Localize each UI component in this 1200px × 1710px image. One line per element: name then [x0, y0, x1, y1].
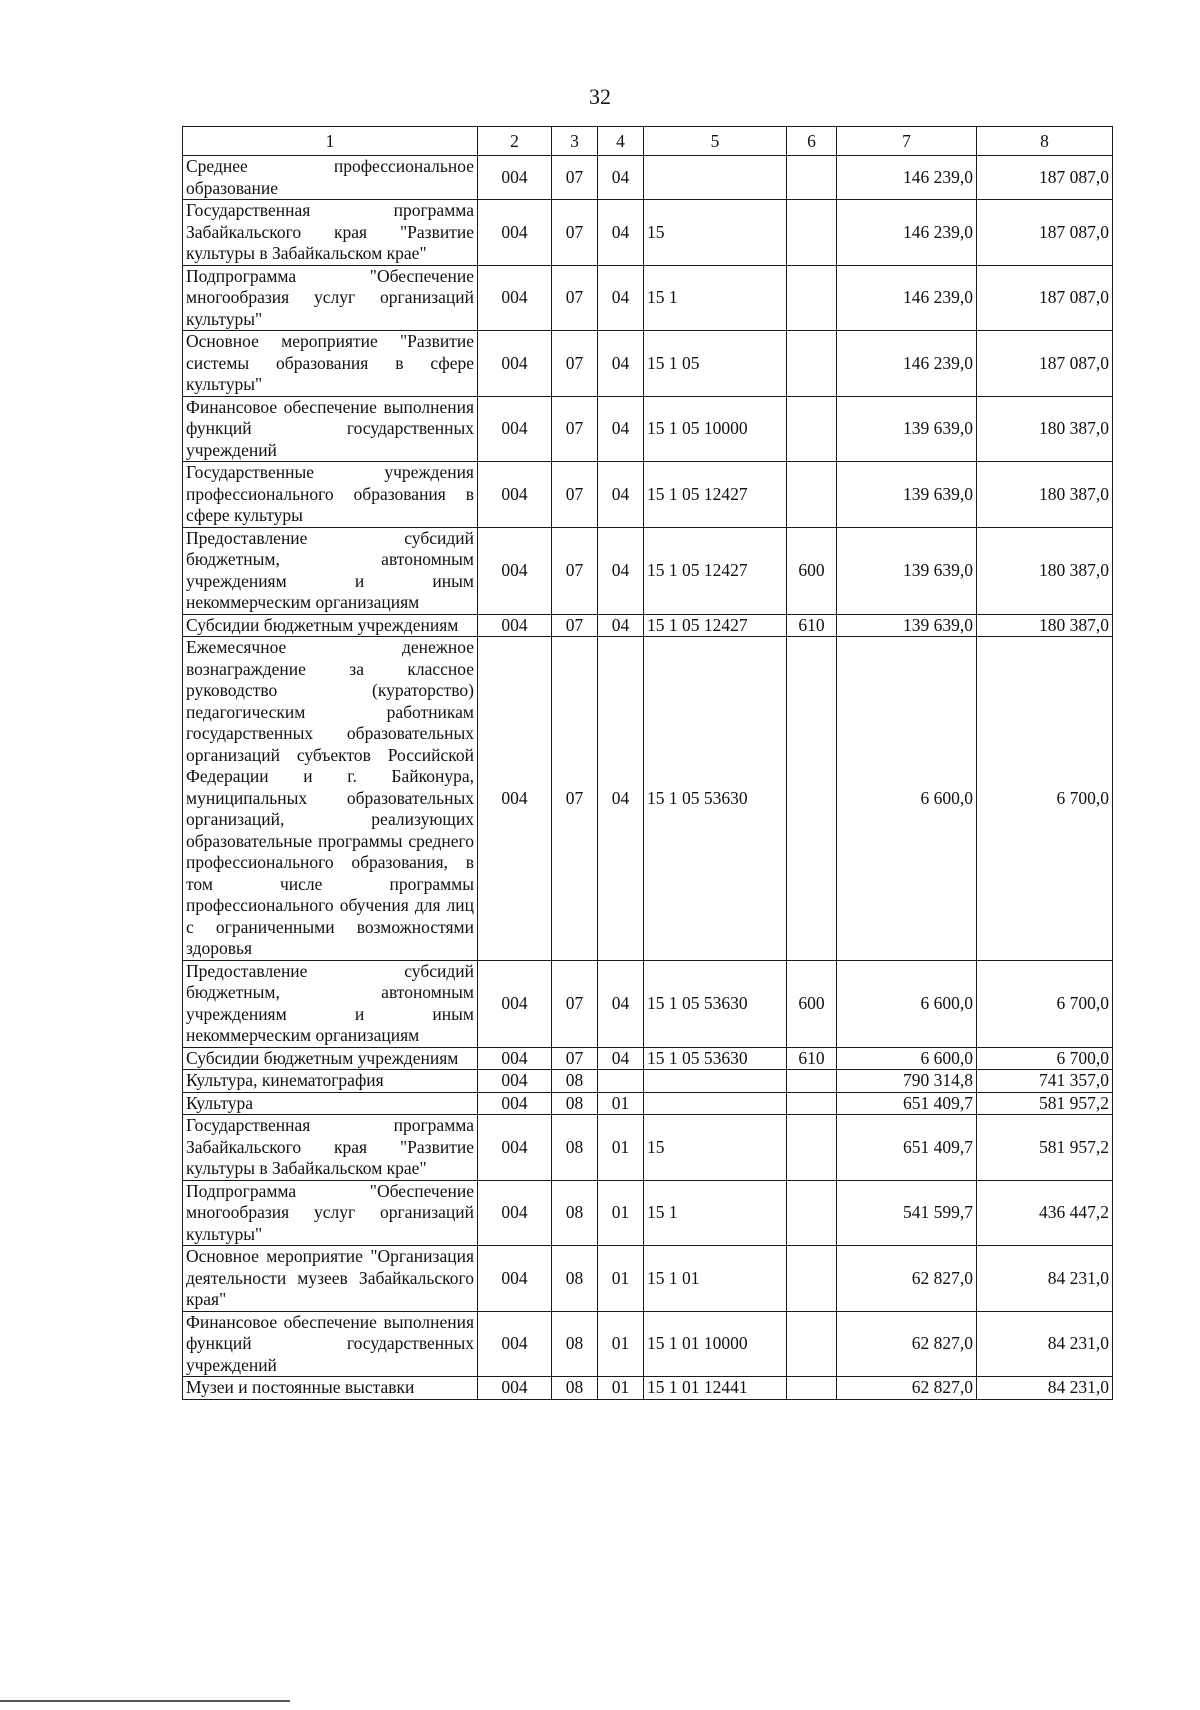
row-name-cell: Государственная программа Забайкальского края "Развитие культуры в Забайкальском крае": [183, 200, 478, 266]
row-name-cell: Ежемесячное денежное вознаграждение за классное руководство (кураторство) педагогическим работникам государственных образовательных организаций субъектов Российской Федерации и г. Байконура, муниципальных образовательных организаций, реализующих образовательные программы среднего профессионального образования, в том числе программы профессионального обучения для лиц с ограниченными возможностями здоровья: [183, 637, 478, 961]
expense-type-cell: [787, 156, 837, 200]
target-article-cell: 15 1 05 10000: [644, 396, 787, 462]
expense-type-cell: [787, 1377, 837, 1400]
amount-year2-cell: 187 087,0: [977, 265, 1113, 331]
expense-type-cell: [787, 396, 837, 462]
expense-type-cell: [787, 462, 837, 528]
amount-year2-cell: 180 387,0: [977, 396, 1113, 462]
target-article-cell: 15 1 05 12427: [644, 462, 787, 528]
amount-year1-cell: 6 600,0: [837, 637, 977, 961]
subsection-cell: 01: [598, 1246, 644, 1312]
subsection-cell: 01: [598, 1180, 644, 1246]
target-article-cell: 15 1 01 10000: [644, 1311, 787, 1377]
section-cell: 07: [552, 200, 598, 266]
expense-type-cell: [787, 1115, 837, 1181]
table-row: [183, 1246, 1113, 1312]
subsection-cell: 04: [598, 331, 644, 397]
subsection-cell: 01: [598, 1377, 644, 1400]
row-name-cell: Подпрограмма "Обеспечение многообразия услуг организаций культуры": [183, 265, 478, 331]
column-header: 1: [183, 127, 478, 156]
row-name-cell: Основное мероприятие "Организация деятельности музеев Забайкальского края": [183, 1246, 478, 1312]
amount-year1-cell: 6 600,0: [837, 1047, 977, 1070]
admin-code-cell: 004: [478, 960, 552, 1047]
admin-code-cell: 004: [478, 200, 552, 266]
amount-year2-cell: 180 387,0: [977, 614, 1113, 637]
amount-year1-cell: 62 827,0: [837, 1311, 977, 1377]
target-article-cell: 15 1 05 53630: [644, 960, 787, 1047]
amount-year2-cell: 180 387,0: [977, 462, 1113, 528]
expense-type-cell: 600: [787, 527, 837, 614]
admin-code-cell: 004: [478, 1180, 552, 1246]
column-header: 7: [837, 127, 977, 156]
admin-code-cell: 004: [478, 1092, 552, 1115]
amount-year1-cell: 139 639,0: [837, 614, 977, 637]
amount-year1-cell: 651 409,7: [837, 1115, 977, 1181]
amount-year2-cell: 187 087,0: [977, 331, 1113, 397]
row-name-cell: Предоставление субсидий бюджетным, автономным учреждениям и иным некоммерческим организациям: [183, 527, 478, 614]
admin-code-cell: 004: [478, 1246, 552, 1312]
table-row: [183, 527, 1113, 614]
subsection-cell: 04: [598, 527, 644, 614]
target-article-cell: 15 1 05: [644, 331, 787, 397]
section-cell: 08: [552, 1311, 598, 1377]
amount-year2-cell: 84 231,0: [977, 1377, 1113, 1400]
target-article-cell: 15 1 01 12441: [644, 1377, 787, 1400]
column-header: 2: [478, 127, 552, 156]
admin-code-cell: 004: [478, 1047, 552, 1070]
row-name-cell: Субсидии бюджетным учреждениям: [183, 614, 478, 637]
expense-type-cell: [787, 331, 837, 397]
table-row: [183, 1115, 1113, 1181]
table-row: [183, 1377, 1113, 1400]
section-cell: 08: [552, 1092, 598, 1115]
admin-code-cell: 004: [478, 1070, 552, 1093]
section-cell: 08: [552, 1115, 598, 1181]
subsection-cell: 04: [598, 462, 644, 528]
amount-year2-cell: 741 357,0: [977, 1070, 1113, 1093]
amount-year1-cell: 541 599,7: [837, 1180, 977, 1246]
admin-code-cell: 004: [478, 156, 552, 200]
section-cell: 07: [552, 637, 598, 961]
row-name-cell: Основное мероприятие "Развитие системы образования в сфере культуры": [183, 331, 478, 397]
amount-year1-cell: 146 239,0: [837, 156, 977, 200]
section-cell: 07: [552, 396, 598, 462]
column-header: 4: [598, 127, 644, 156]
row-name-cell: Финансовое обеспечение выполнения функций государственных учреждений: [183, 1311, 478, 1377]
amount-year1-cell: 790 314,8: [837, 1070, 977, 1093]
amount-year1-cell: 146 239,0: [837, 265, 977, 331]
expense-type-cell: 610: [787, 1047, 837, 1070]
table-row: [183, 1311, 1113, 1377]
admin-code-cell: 004: [478, 1377, 552, 1400]
target-article-cell: 15 1: [644, 1180, 787, 1246]
expense-type-cell: [787, 265, 837, 331]
table-row: [183, 200, 1113, 266]
table-row: [183, 614, 1113, 637]
subsection-cell: [598, 1070, 644, 1093]
table-row: [183, 1092, 1113, 1115]
subsection-cell: 01: [598, 1115, 644, 1181]
row-name-cell: Культура, кинематография: [183, 1070, 478, 1093]
section-cell: 07: [552, 462, 598, 528]
expense-type-cell: [787, 1246, 837, 1312]
target-article-cell: 15 1 05 53630: [644, 1047, 787, 1070]
amount-year2-cell: 436 447,2: [977, 1180, 1113, 1246]
subsection-cell: 04: [598, 614, 644, 637]
amount-year1-cell: 146 239,0: [837, 200, 977, 266]
amount-year2-cell: 84 231,0: [977, 1246, 1113, 1312]
target-article-cell: 15 1 05 12427: [644, 527, 787, 614]
row-name-cell: Субсидии бюджетным учреждениям: [183, 1047, 478, 1070]
subsection-cell: 04: [598, 960, 644, 1047]
target-article-cell: [644, 1070, 787, 1093]
row-name-cell: Финансовое обеспечение выполнения функций государственных учреждений: [183, 396, 478, 462]
admin-code-cell: 004: [478, 396, 552, 462]
admin-code-cell: 004: [478, 1311, 552, 1377]
amount-year1-cell: 139 639,0: [837, 462, 977, 528]
row-name-cell: Культура: [183, 1092, 478, 1115]
table-row: [183, 1047, 1113, 1070]
row-name-cell: Музеи и постоянные выставки: [183, 1377, 478, 1400]
amount-year2-cell: 6 700,0: [977, 637, 1113, 961]
expense-type-cell: [787, 1092, 837, 1115]
table-row: [183, 1180, 1113, 1246]
amount-year1-cell: 62 827,0: [837, 1377, 977, 1400]
amount-year1-cell: 139 639,0: [837, 527, 977, 614]
amount-year1-cell: 139 639,0: [837, 396, 977, 462]
section-cell: 07: [552, 960, 598, 1047]
expense-type-cell: [787, 637, 837, 961]
section-cell: 07: [552, 1047, 598, 1070]
table-row: [183, 396, 1113, 462]
target-article-cell: 15 1: [644, 265, 787, 331]
table-row: [183, 637, 1113, 961]
expense-type-cell: 600: [787, 960, 837, 1047]
target-article-cell: 15 1 05 12427: [644, 614, 787, 637]
admin-code-cell: 004: [478, 527, 552, 614]
expense-type-cell: [787, 1311, 837, 1377]
admin-code-cell: 004: [478, 614, 552, 637]
column-header: 6: [787, 127, 837, 156]
amount-year2-cell: 6 700,0: [977, 1047, 1113, 1070]
amount-year2-cell: 581 957,2: [977, 1115, 1113, 1181]
row-name-cell: Государственная программа Забайкальского края "Развитие культуры в Забайкальском крае": [183, 1115, 478, 1181]
amount-year2-cell: 187 087,0: [977, 156, 1113, 200]
table-row: [183, 960, 1113, 1047]
section-cell: 07: [552, 265, 598, 331]
table-row: [183, 1070, 1113, 1093]
section-cell: 08: [552, 1070, 598, 1093]
section-cell: 07: [552, 527, 598, 614]
amount-year1-cell: 62 827,0: [837, 1246, 977, 1312]
admin-code-cell: 004: [478, 265, 552, 331]
target-article-cell: [644, 156, 787, 200]
page-number: 32: [589, 84, 611, 109]
section-cell: 08: [552, 1180, 598, 1246]
column-header: 5: [644, 127, 787, 156]
target-article-cell: [644, 1092, 787, 1115]
amount-year2-cell: 180 387,0: [977, 527, 1113, 614]
section-cell: 07: [552, 331, 598, 397]
budget-table: [182, 126, 1113, 1400]
column-header: 3: [552, 127, 598, 156]
section-cell: 08: [552, 1377, 598, 1400]
row-name-cell: Государственные учреждения профессионального образования в сфере культуры: [183, 462, 478, 528]
subsection-cell: 04: [598, 200, 644, 266]
target-article-cell: 15 1 01: [644, 1246, 787, 1312]
admin-code-cell: 004: [478, 637, 552, 961]
subsection-cell: 04: [598, 637, 644, 961]
admin-code-cell: 004: [478, 1115, 552, 1181]
section-cell: 08: [552, 1246, 598, 1312]
amount-year1-cell: 651 409,7: [837, 1092, 977, 1115]
column-header: 8: [977, 127, 1113, 156]
admin-code-cell: 004: [478, 331, 552, 397]
subsection-cell: 04: [598, 156, 644, 200]
amount-year2-cell: 6 700,0: [977, 960, 1113, 1047]
expense-type-cell: [787, 1180, 837, 1246]
table-header-row: [183, 127, 1113, 156]
expense-type-cell: 610: [787, 614, 837, 637]
expense-type-cell: [787, 200, 837, 266]
scan-edge-line: [0, 1700, 290, 1702]
row-name-cell: Предоставление субсидий бюджетным, автономным учреждениям и иным некоммерческим организациям: [183, 960, 478, 1047]
target-article-cell: 15: [644, 1115, 787, 1181]
admin-code-cell: 004: [478, 462, 552, 528]
amount-year2-cell: 581 957,2: [977, 1092, 1113, 1115]
amount-year1-cell: 146 239,0: [837, 331, 977, 397]
row-name-cell: Подпрограмма "Обеспечение многообразия услуг организаций культуры": [183, 1180, 478, 1246]
amount-year2-cell: 187 087,0: [977, 200, 1113, 266]
subsection-cell: 04: [598, 1047, 644, 1070]
table-row: [183, 265, 1113, 331]
expense-type-cell: [787, 1070, 837, 1093]
amount-year2-cell: 84 231,0: [977, 1311, 1113, 1377]
subsection-cell: 01: [598, 1311, 644, 1377]
target-article-cell: 15 1 05 53630: [644, 637, 787, 961]
subsection-cell: 04: [598, 265, 644, 331]
table-body: [183, 156, 1113, 1400]
row-name-cell: Среднее профессиональное образование: [183, 156, 478, 200]
table-row: [183, 462, 1113, 528]
table-row: [183, 331, 1113, 397]
subsection-cell: 04: [598, 396, 644, 462]
amount-year1-cell: 6 600,0: [837, 960, 977, 1047]
subsection-cell: 01: [598, 1092, 644, 1115]
table-row: [183, 156, 1113, 200]
section-cell: 07: [552, 156, 598, 200]
target-article-cell: 15: [644, 200, 787, 266]
section-cell: 07: [552, 614, 598, 637]
